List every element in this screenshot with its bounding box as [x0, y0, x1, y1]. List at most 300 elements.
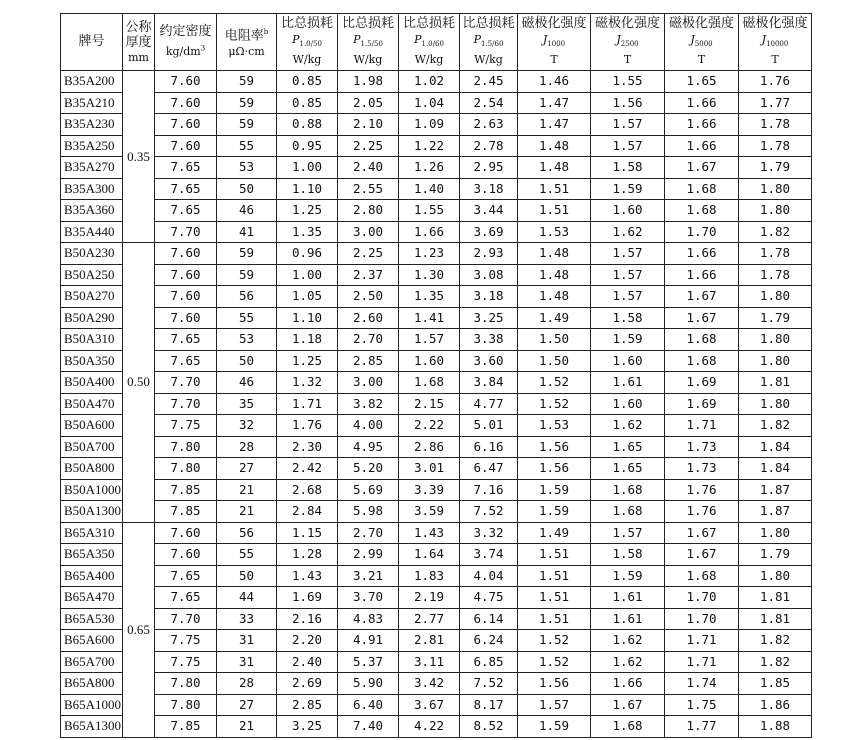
pol-j5000-cell: 1.69 — [665, 393, 739, 415]
header-polarization-4: 磁极化强度 $J_{10000}$ T — [739, 14, 812, 71]
loss-p1550-cell: 2.10 — [338, 114, 399, 136]
pol-j1000-cell: 1.51 — [518, 178, 591, 200]
pol-j5000-cell: 1.68 — [665, 178, 739, 200]
pol-j5000-cell: 1.67 — [665, 157, 739, 179]
loss-p1050-cell: 1.10 — [277, 178, 338, 200]
pol-j1000-cell: 1.51 — [518, 200, 591, 222]
pol-j10000-cell: 1.81 — [739, 608, 812, 630]
loss-p1050-cell: 1.00 — [277, 264, 338, 286]
resistivity-cell: 21 — [217, 501, 277, 523]
pol-j5000-cell: 1.66 — [665, 114, 739, 136]
pol-j2500-cell: 1.61 — [591, 608, 665, 630]
loss-p1060-cell: 1.57 — [399, 329, 460, 351]
loss-p1550-cell: 2.37 — [338, 264, 399, 286]
loss-p1550-cell: 4.95 — [338, 436, 399, 458]
table-row — [61, 307, 812, 329]
pol-j1000-cell: 1.53 — [518, 415, 591, 437]
loss-p1060-cell: 1.41 — [399, 307, 460, 329]
loss-p1050-cell: 1.76 — [277, 415, 338, 437]
pol-j2500-cell: 1.57 — [591, 243, 665, 265]
resistivity-cell: 59 — [217, 114, 277, 136]
pol-j5000-cell: 1.66 — [665, 264, 739, 286]
loss-p1560-cell: 2.45 — [460, 71, 518, 93]
loss-p1050-cell: 1.00 — [277, 157, 338, 179]
table-body — [61, 71, 812, 738]
loss-p1050-cell: 1.71 — [277, 393, 338, 415]
loss-p1550-cell: 4.91 — [338, 630, 399, 652]
pol-j5000-cell: 1.73 — [665, 458, 739, 480]
grade-cell: B35A210 — [61, 92, 123, 114]
loss-p1050-cell: 0.95 — [277, 135, 338, 157]
pol-j2500-cell: 1.59 — [591, 565, 665, 587]
density-cell: 7.60 — [155, 243, 217, 265]
loss-p1560-cell: 7.52 — [460, 501, 518, 523]
loss-p1560-cell: 3.18 — [460, 178, 518, 200]
pol-j1000-cell: 1.48 — [518, 264, 591, 286]
table-row — [61, 286, 812, 308]
loss-p1550-cell: 2.60 — [338, 307, 399, 329]
density-cell: 7.80 — [155, 694, 217, 716]
loss-p1060-cell: 1.02 — [399, 71, 460, 93]
pol-j10000-cell: 1.87 — [739, 479, 812, 501]
loss-p1550-cell: 3.00 — [338, 372, 399, 394]
loss-p1050-cell: 2.69 — [277, 673, 338, 695]
resistivity-cell: 53 — [217, 329, 277, 351]
resistivity-cell: 55 — [217, 544, 277, 566]
resistivity-cell: 59 — [217, 71, 277, 93]
loss-p1550-cell: 7.40 — [338, 716, 399, 738]
loss-p1560-cell: 2.63 — [460, 114, 518, 136]
pol-j10000-cell: 1.80 — [739, 522, 812, 544]
pol-j1000-cell: 1.52 — [518, 630, 591, 652]
table-row — [61, 673, 812, 695]
pol-j1000-cell: 1.48 — [518, 157, 591, 179]
loss-p1050-cell: 1.35 — [277, 221, 338, 243]
grade-cell: B50A470 — [61, 393, 123, 415]
grade-properties-table — [60, 13, 812, 738]
pol-j2500-cell: 1.58 — [591, 157, 665, 179]
pol-j2500-cell: 1.58 — [591, 307, 665, 329]
loss-p1050-cell: 1.32 — [277, 372, 338, 394]
pol-j2500-cell: 1.68 — [591, 479, 665, 501]
table-row — [61, 458, 812, 480]
grade-cell: B50A600 — [61, 415, 123, 437]
density-cell: 7.60 — [155, 522, 217, 544]
pol-j1000-cell: 1.59 — [518, 479, 591, 501]
grade-cell: B50A350 — [61, 350, 123, 372]
loss-p1060-cell: 1.55 — [399, 200, 460, 222]
loss-p1550-cell: 5.98 — [338, 501, 399, 523]
grade-cell: B65A1000 — [61, 694, 123, 716]
loss-p1550-cell: 2.25 — [338, 243, 399, 265]
loss-p1560-cell: 3.38 — [460, 329, 518, 351]
table-row — [61, 329, 812, 351]
pol-j5000-cell: 1.71 — [665, 651, 739, 673]
density-cell: 7.65 — [155, 587, 217, 609]
loss-p1060-cell: 3.01 — [399, 458, 460, 480]
table-row — [61, 565, 812, 587]
header-polarization-2: 磁极化强度 $J_{2500}$ T — [591, 14, 665, 71]
resistivity-cell: 55 — [217, 135, 277, 157]
loss-p1060-cell: 1.09 — [399, 114, 460, 136]
table-row — [61, 92, 812, 114]
pol-j2500-cell: 1.65 — [591, 458, 665, 480]
loss-p1050-cell: 0.85 — [277, 71, 338, 93]
loss-p1560-cell: 3.74 — [460, 544, 518, 566]
pol-j2500-cell: 1.56 — [591, 92, 665, 114]
pol-j5000-cell: 1.67 — [665, 544, 739, 566]
loss-p1060-cell: 1.83 — [399, 565, 460, 587]
pol-j2500-cell: 1.62 — [591, 651, 665, 673]
pol-j10000-cell: 1.82 — [739, 221, 812, 243]
loss-p1050-cell: 1.15 — [277, 522, 338, 544]
loss-p1060-cell: 1.43 — [399, 522, 460, 544]
grade-cell: B35A300 — [61, 178, 123, 200]
thickness-cell: 0.50 — [123, 243, 155, 523]
density-cell: 7.75 — [155, 651, 217, 673]
loss-p1550-cell: 2.70 — [338, 329, 399, 351]
density-cell: 7.60 — [155, 307, 217, 329]
table-row — [61, 264, 812, 286]
loss-p1550-cell: 5.20 — [338, 458, 399, 480]
loss-p1560-cell: 4.75 — [460, 587, 518, 609]
table-row — [61, 350, 812, 372]
pol-j1000-cell: 1.49 — [518, 522, 591, 544]
pol-j5000-cell: 1.68 — [665, 329, 739, 351]
loss-p1560-cell: 3.18 — [460, 286, 518, 308]
density-cell: 7.85 — [155, 479, 217, 501]
loss-p1060-cell: 1.40 — [399, 178, 460, 200]
table-row — [61, 157, 812, 179]
loss-p1060-cell: 1.22 — [399, 135, 460, 157]
density-cell: 7.65 — [155, 200, 217, 222]
density-cell: 7.80 — [155, 673, 217, 695]
pol-j1000-cell: 1.50 — [518, 329, 591, 351]
loss-p1560-cell: 3.69 — [460, 221, 518, 243]
loss-p1560-cell: 6.85 — [460, 651, 518, 673]
loss-p1550-cell: 2.80 — [338, 200, 399, 222]
table-row — [61, 243, 812, 265]
density-cell: 7.85 — [155, 716, 217, 738]
grade-cell: B50A1000 — [61, 479, 123, 501]
loss-p1560-cell: 3.25 — [460, 307, 518, 329]
grade-cell: B50A250 — [61, 264, 123, 286]
density-cell: 7.70 — [155, 608, 217, 630]
pol-j1000-cell: 1.59 — [518, 716, 591, 738]
table-row — [61, 694, 812, 716]
pol-j10000-cell: 1.78 — [739, 135, 812, 157]
resistivity-cell: 27 — [217, 458, 277, 480]
pol-j5000-cell: 1.66 — [665, 243, 739, 265]
pol-j2500-cell: 1.62 — [591, 415, 665, 437]
pol-j10000-cell: 1.78 — [739, 243, 812, 265]
pol-j2500-cell: 1.59 — [591, 178, 665, 200]
pol-j10000-cell: 1.81 — [739, 587, 812, 609]
loss-p1550-cell: 2.70 — [338, 522, 399, 544]
grade-cell: B65A400 — [61, 565, 123, 587]
pol-j1000-cell: 1.52 — [518, 651, 591, 673]
loss-p1060-cell: 2.86 — [399, 436, 460, 458]
grade-cell: B35A250 — [61, 135, 123, 157]
loss-p1550-cell: 1.98 — [338, 71, 399, 93]
resistivity-cell: 56 — [217, 522, 277, 544]
pol-j2500-cell: 1.59 — [591, 329, 665, 351]
pol-j5000-cell: 1.67 — [665, 286, 739, 308]
pol-j2500-cell: 1.60 — [591, 200, 665, 222]
pol-j5000-cell: 1.70 — [665, 608, 739, 630]
resistivity-cell: 31 — [217, 630, 277, 652]
loss-p1550-cell: 5.90 — [338, 673, 399, 695]
pol-j1000-cell: 1.46 — [518, 71, 591, 93]
loss-p1050-cell: 2.42 — [277, 458, 338, 480]
density-cell: 7.60 — [155, 135, 217, 157]
density-cell: 7.65 — [155, 157, 217, 179]
density-cell: 7.65 — [155, 565, 217, 587]
grade-cell: B65A600 — [61, 630, 123, 652]
thickness-cell: 0.35 — [123, 71, 155, 243]
pol-j1000-cell: 1.53 — [518, 221, 591, 243]
loss-p1560-cell: 2.93 — [460, 243, 518, 265]
loss-p1050-cell: 2.68 — [277, 479, 338, 501]
pol-j1000-cell: 1.51 — [518, 544, 591, 566]
pol-j1000-cell: 1.48 — [518, 135, 591, 157]
pol-j1000-cell: 1.50 — [518, 350, 591, 372]
loss-p1060-cell: 1.66 — [399, 221, 460, 243]
resistivity-cell: 50 — [217, 178, 277, 200]
loss-p1060-cell: 4.22 — [399, 716, 460, 738]
density-cell: 7.60 — [155, 71, 217, 93]
loss-p1060-cell: 2.15 — [399, 393, 460, 415]
loss-p1550-cell: 2.50 — [338, 286, 399, 308]
loss-p1050-cell: 0.88 — [277, 114, 338, 136]
loss-p1050-cell: 2.85 — [277, 694, 338, 716]
table-row — [61, 587, 812, 609]
table-row — [61, 114, 812, 136]
loss-p1560-cell: 3.08 — [460, 264, 518, 286]
header-loss-4: 比总损耗 $P_{1.5/60}$ W/kg — [460, 14, 518, 71]
pol-j10000-cell: 1.80 — [739, 393, 812, 415]
density-cell: 7.60 — [155, 286, 217, 308]
density-cell: 7.70 — [155, 221, 217, 243]
grade-cell: B35A440 — [61, 221, 123, 243]
loss-p1550-cell: 2.85 — [338, 350, 399, 372]
pol-j2500-cell: 1.65 — [591, 436, 665, 458]
resistivity-cell: 46 — [217, 372, 277, 394]
loss-p1050-cell: 2.20 — [277, 630, 338, 652]
pol-j5000-cell: 1.70 — [665, 587, 739, 609]
loss-p1560-cell: 7.52 — [460, 673, 518, 695]
grade-cell: B35A360 — [61, 200, 123, 222]
header-loss-1: 比总损耗 $P_{1.0/50}$ W/kg — [277, 14, 338, 71]
resistivity-cell: 50 — [217, 565, 277, 587]
loss-p1050-cell: 1.05 — [277, 286, 338, 308]
grade-cell: B50A1300 — [61, 501, 123, 523]
pol-j2500-cell: 1.61 — [591, 372, 665, 394]
pol-j1000-cell: 1.47 — [518, 92, 591, 114]
loss-p1060-cell: 3.59 — [399, 501, 460, 523]
pol-j10000-cell: 1.77 — [739, 92, 812, 114]
loss-p1060-cell: 1.35 — [399, 286, 460, 308]
loss-p1060-cell: 2.77 — [399, 608, 460, 630]
loss-p1550-cell: 4.00 — [338, 415, 399, 437]
density-cell: 7.70 — [155, 372, 217, 394]
resistivity-cell: 53 — [217, 157, 277, 179]
loss-p1550-cell: 3.70 — [338, 587, 399, 609]
pol-j1000-cell: 1.49 — [518, 307, 591, 329]
loss-p1050-cell: 0.85 — [277, 92, 338, 114]
pol-j10000-cell: 1.82 — [739, 651, 812, 673]
grade-cell: B50A310 — [61, 329, 123, 351]
pol-j2500-cell: 1.60 — [591, 393, 665, 415]
loss-p1050-cell: 3.25 — [277, 716, 338, 738]
pol-j2500-cell: 1.57 — [591, 522, 665, 544]
density-cell: 7.60 — [155, 264, 217, 286]
loss-p1560-cell: 3.44 — [460, 200, 518, 222]
pol-j10000-cell: 1.88 — [739, 716, 812, 738]
loss-p1060-cell: 3.39 — [399, 479, 460, 501]
resistivity-cell: 46 — [217, 200, 277, 222]
loss-p1550-cell: 3.82 — [338, 393, 399, 415]
grade-cell: B35A200 — [61, 71, 123, 93]
table-row — [61, 716, 812, 738]
loss-p1060-cell: 1.26 — [399, 157, 460, 179]
loss-p1060-cell: 2.22 — [399, 415, 460, 437]
pol-j2500-cell: 1.61 — [591, 587, 665, 609]
pol-j2500-cell: 1.57 — [591, 114, 665, 136]
loss-p1060-cell: 1.60 — [399, 350, 460, 372]
pol-j5000-cell: 1.76 — [665, 501, 739, 523]
pol-j2500-cell: 1.57 — [591, 135, 665, 157]
pol-j2500-cell: 1.66 — [591, 673, 665, 695]
loss-p1560-cell: 7.16 — [460, 479, 518, 501]
pol-j10000-cell: 1.87 — [739, 501, 812, 523]
pol-j5000-cell: 1.66 — [665, 92, 739, 114]
pol-j5000-cell: 1.71 — [665, 415, 739, 437]
pol-j5000-cell: 1.71 — [665, 630, 739, 652]
pol-j1000-cell: 1.59 — [518, 501, 591, 523]
resistivity-cell: 31 — [217, 651, 277, 673]
table-row — [61, 415, 812, 437]
loss-p1560-cell: 2.54 — [460, 92, 518, 114]
loss-p1550-cell: 2.05 — [338, 92, 399, 114]
pol-j5000-cell: 1.70 — [665, 221, 739, 243]
grade-cell: B50A700 — [61, 436, 123, 458]
pol-j10000-cell: 1.80 — [739, 350, 812, 372]
pol-j1000-cell: 1.51 — [518, 608, 591, 630]
pol-j1000-cell: 1.52 — [518, 372, 591, 394]
loss-p1060-cell: 3.42 — [399, 673, 460, 695]
header-polarization-3: 磁极化强度 $J_{5000}$ T — [665, 14, 739, 71]
loss-p1550-cell: 5.37 — [338, 651, 399, 673]
loss-p1060-cell: 1.23 — [399, 243, 460, 265]
resistivity-cell: 55 — [217, 307, 277, 329]
grade-cell: B50A230 — [61, 243, 123, 265]
grade-cell: B65A350 — [61, 544, 123, 566]
table-row — [61, 522, 812, 544]
header-grade: 牌号 — [61, 14, 123, 71]
table-row — [61, 501, 812, 523]
pol-j2500-cell: 1.55 — [591, 71, 665, 93]
pol-j1000-cell: 1.56 — [518, 673, 591, 695]
density-cell: 7.75 — [155, 415, 217, 437]
loss-p1560-cell: 4.04 — [460, 565, 518, 587]
pol-j5000-cell: 1.74 — [665, 673, 739, 695]
grade-cell: B65A1300 — [61, 716, 123, 738]
loss-p1550-cell: 3.21 — [338, 565, 399, 587]
density-cell: 7.60 — [155, 114, 217, 136]
pol-j10000-cell: 1.86 — [739, 694, 812, 716]
loss-p1060-cell: 1.04 — [399, 92, 460, 114]
loss-p1560-cell: 8.17 — [460, 694, 518, 716]
pol-j2500-cell: 1.57 — [591, 286, 665, 308]
pol-j10000-cell: 1.80 — [739, 565, 812, 587]
pol-j1000-cell: 1.51 — [518, 565, 591, 587]
pol-j10000-cell: 1.80 — [739, 286, 812, 308]
pol-j5000-cell: 1.68 — [665, 200, 739, 222]
resistivity-cell: 21 — [217, 716, 277, 738]
pol-j2500-cell: 1.62 — [591, 630, 665, 652]
density-cell: 7.85 — [155, 501, 217, 523]
loss-p1560-cell: 4.77 — [460, 393, 518, 415]
grade-cell: B65A800 — [61, 673, 123, 695]
pol-j1000-cell: 1.48 — [518, 286, 591, 308]
pol-j1000-cell: 1.57 — [518, 694, 591, 716]
loss-p1550-cell: 2.40 — [338, 157, 399, 179]
grade-cell: B65A470 — [61, 587, 123, 609]
loss-p1050-cell: 1.43 — [277, 565, 338, 587]
loss-p1550-cell: 2.25 — [338, 135, 399, 157]
pol-j5000-cell: 1.68 — [665, 565, 739, 587]
pol-j10000-cell: 1.84 — [739, 436, 812, 458]
table-header — [61, 14, 812, 71]
pol-j2500-cell: 1.68 — [591, 716, 665, 738]
loss-p1560-cell: 3.60 — [460, 350, 518, 372]
pol-j1000-cell: 1.47 — [518, 114, 591, 136]
loss-p1060-cell: 1.68 — [399, 372, 460, 394]
resistivity-cell: 56 — [217, 286, 277, 308]
resistivity-cell: 32 — [217, 415, 277, 437]
table-row — [61, 71, 812, 93]
pol-j10000-cell: 1.82 — [739, 415, 812, 437]
pol-j10000-cell: 1.79 — [739, 157, 812, 179]
grade-cell: B35A270 — [61, 157, 123, 179]
loss-p1050-cell: 1.10 — [277, 307, 338, 329]
loss-p1560-cell: 6.16 — [460, 436, 518, 458]
density-cell: 7.80 — [155, 458, 217, 480]
thickness-cell: 0.65 — [123, 522, 155, 737]
density-cell: 7.65 — [155, 178, 217, 200]
loss-p1550-cell: 5.69 — [338, 479, 399, 501]
pol-j10000-cell: 1.80 — [739, 200, 812, 222]
resistivity-cell: 28 — [217, 436, 277, 458]
resistivity-cell: 50 — [217, 350, 277, 372]
table-row — [61, 544, 812, 566]
table-row — [61, 372, 812, 394]
loss-p1060-cell: 1.64 — [399, 544, 460, 566]
table-row — [61, 436, 812, 458]
pol-j1000-cell: 1.48 — [518, 243, 591, 265]
loss-p1550-cell: 6.40 — [338, 694, 399, 716]
loss-p1050-cell: 2.16 — [277, 608, 338, 630]
resistivity-cell: 27 — [217, 694, 277, 716]
loss-p1060-cell: 3.67 — [399, 694, 460, 716]
pol-j1000-cell: 1.56 — [518, 458, 591, 480]
loss-p1560-cell: 6.24 — [460, 630, 518, 652]
loss-p1060-cell: 2.19 — [399, 587, 460, 609]
pol-j2500-cell: 1.58 — [591, 544, 665, 566]
loss-p1550-cell: 4.83 — [338, 608, 399, 630]
grade-cell: B50A290 — [61, 307, 123, 329]
